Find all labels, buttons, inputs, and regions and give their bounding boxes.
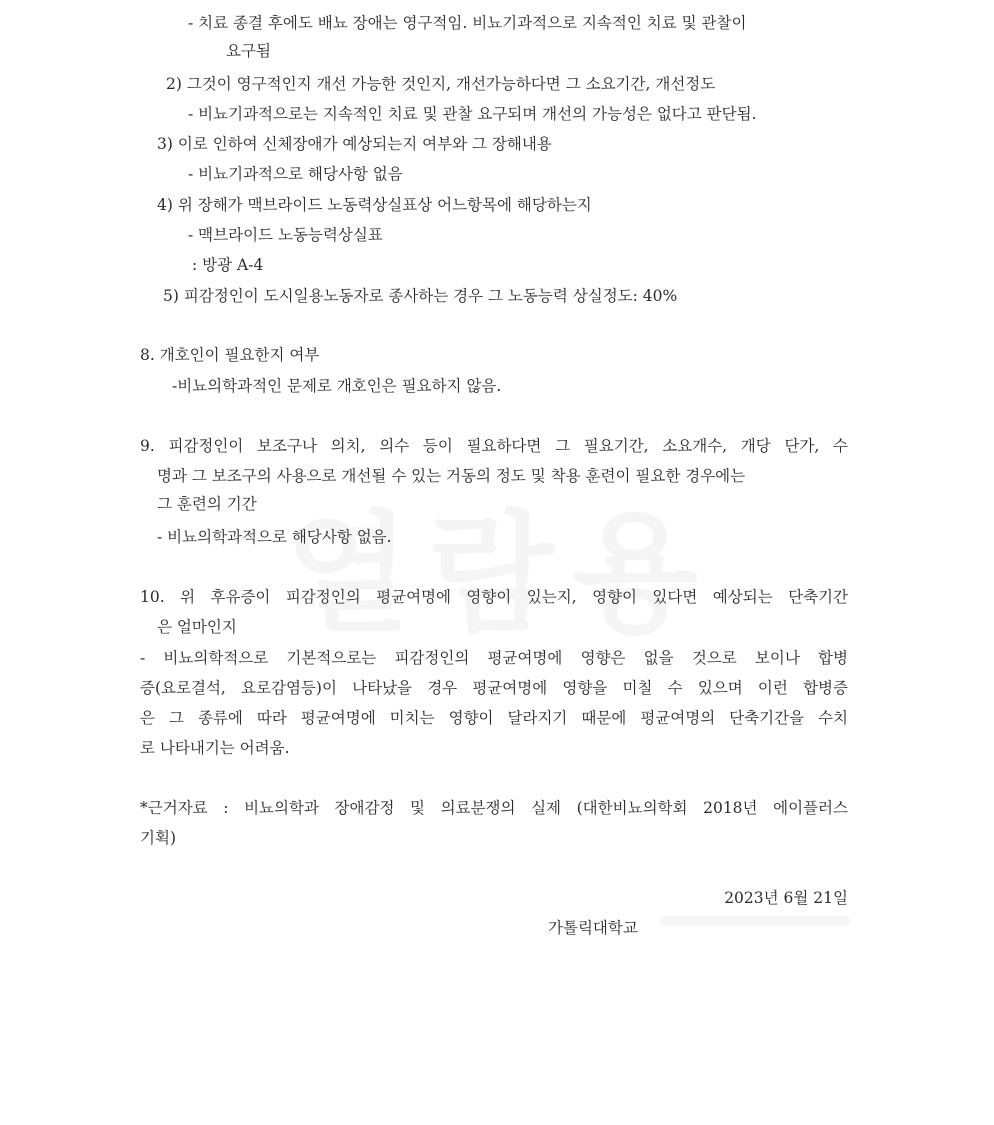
text-line: - 비뇨의학과적으로 해당사항 없음. [157, 528, 392, 546]
text-line: 요구됨 [226, 42, 271, 60]
text-line: 3) 이로 인하여 신체장애가 예상되는지 여부와 그 장해내용 [157, 135, 552, 153]
text-line: -비뇨의학과적인 문제로 개호인은 필요하지 않음. [172, 377, 502, 395]
section-heading: 10. 위 후유증이 피감정인의 평균여명에 영향이 있는지, 영향이 있다면 예상되는 단축기간 [140, 588, 848, 606]
text-line: 은 그 종류에 따라 평균여명에 미치는 영향이 달라지기 때문에 평균여명의 단축기간을 수치 [140, 709, 848, 727]
text-line: - 비뇨기과적으로 해당사항 없음 [188, 165, 403, 183]
text-line: 명과 그 보조구의 사용으로 개선될 수 있는 거동의 정도 및 착용 훈련이 필요한 경우에는 [157, 467, 746, 485]
text-line: 그 훈련의 기간 [157, 495, 257, 513]
text-line: - 비뇨의학적으로 기본적으로는 피감정인의 평균여명에 영향은 없을 것으로 보이나 합병 [140, 649, 848, 667]
signature-organization: 가톨릭대학교 [548, 919, 638, 937]
text-line: 2) 그것이 영구적인지 개선 가능한 것인지, 개선가능하다면 그 소요기간, 개선정도 [166, 75, 716, 93]
section-heading: 8. 개호인이 필요한지 여부 [140, 346, 320, 364]
reference-note: 기획) [140, 829, 176, 847]
text-line: 로 나타내기는 어려움. [140, 739, 290, 757]
text-line: 증(요로결석, 요로감염등)이 나타났을 경우 평균여명에 영향을 미칠 수 있으며 이런 합병증 [140, 679, 848, 697]
section-heading: 9. 피감정인이 보조구나 의치, 의수 등이 필요하다면 그 필요기간, 소요개수, 개당 단가, 수 [140, 437, 848, 455]
text-line: - 비뇨기과적으로는 지속적인 치료 및 관찰 요구되며 개선의 가능성은 없다고 판단됨. [188, 105, 757, 123]
reference-note: *근거자료 : 비뇨의학과 장애감정 및 의료분쟁의 실제 (대한비뇨의학회 2018년 에이플러스 [140, 799, 848, 817]
text-line: 5) 피감정인이 도시일용노동자로 종사하는 경우 그 노동능력 상실정도: 40% [163, 287, 678, 305]
signature-date: 2023년 6월 21일 [724, 889, 848, 907]
text-line: - 맥브라이드 노동능력상실표 [188, 226, 383, 244]
text-line: 4) 위 장해가 맥브라이드 노동력상실표상 어느항목에 해당하는지 [157, 196, 592, 214]
redacted-area [660, 916, 850, 926]
text-line: : 방광 A-4 [192, 256, 264, 274]
text-line: - 치료 종결 후에도 배뇨 장애는 영구적임. 비뇨기과적으로 지속적인 치료 및 관찰이 [188, 14, 747, 32]
text-line: 은 얼마인지 [157, 618, 237, 636]
watermark [285, 470, 716, 657]
